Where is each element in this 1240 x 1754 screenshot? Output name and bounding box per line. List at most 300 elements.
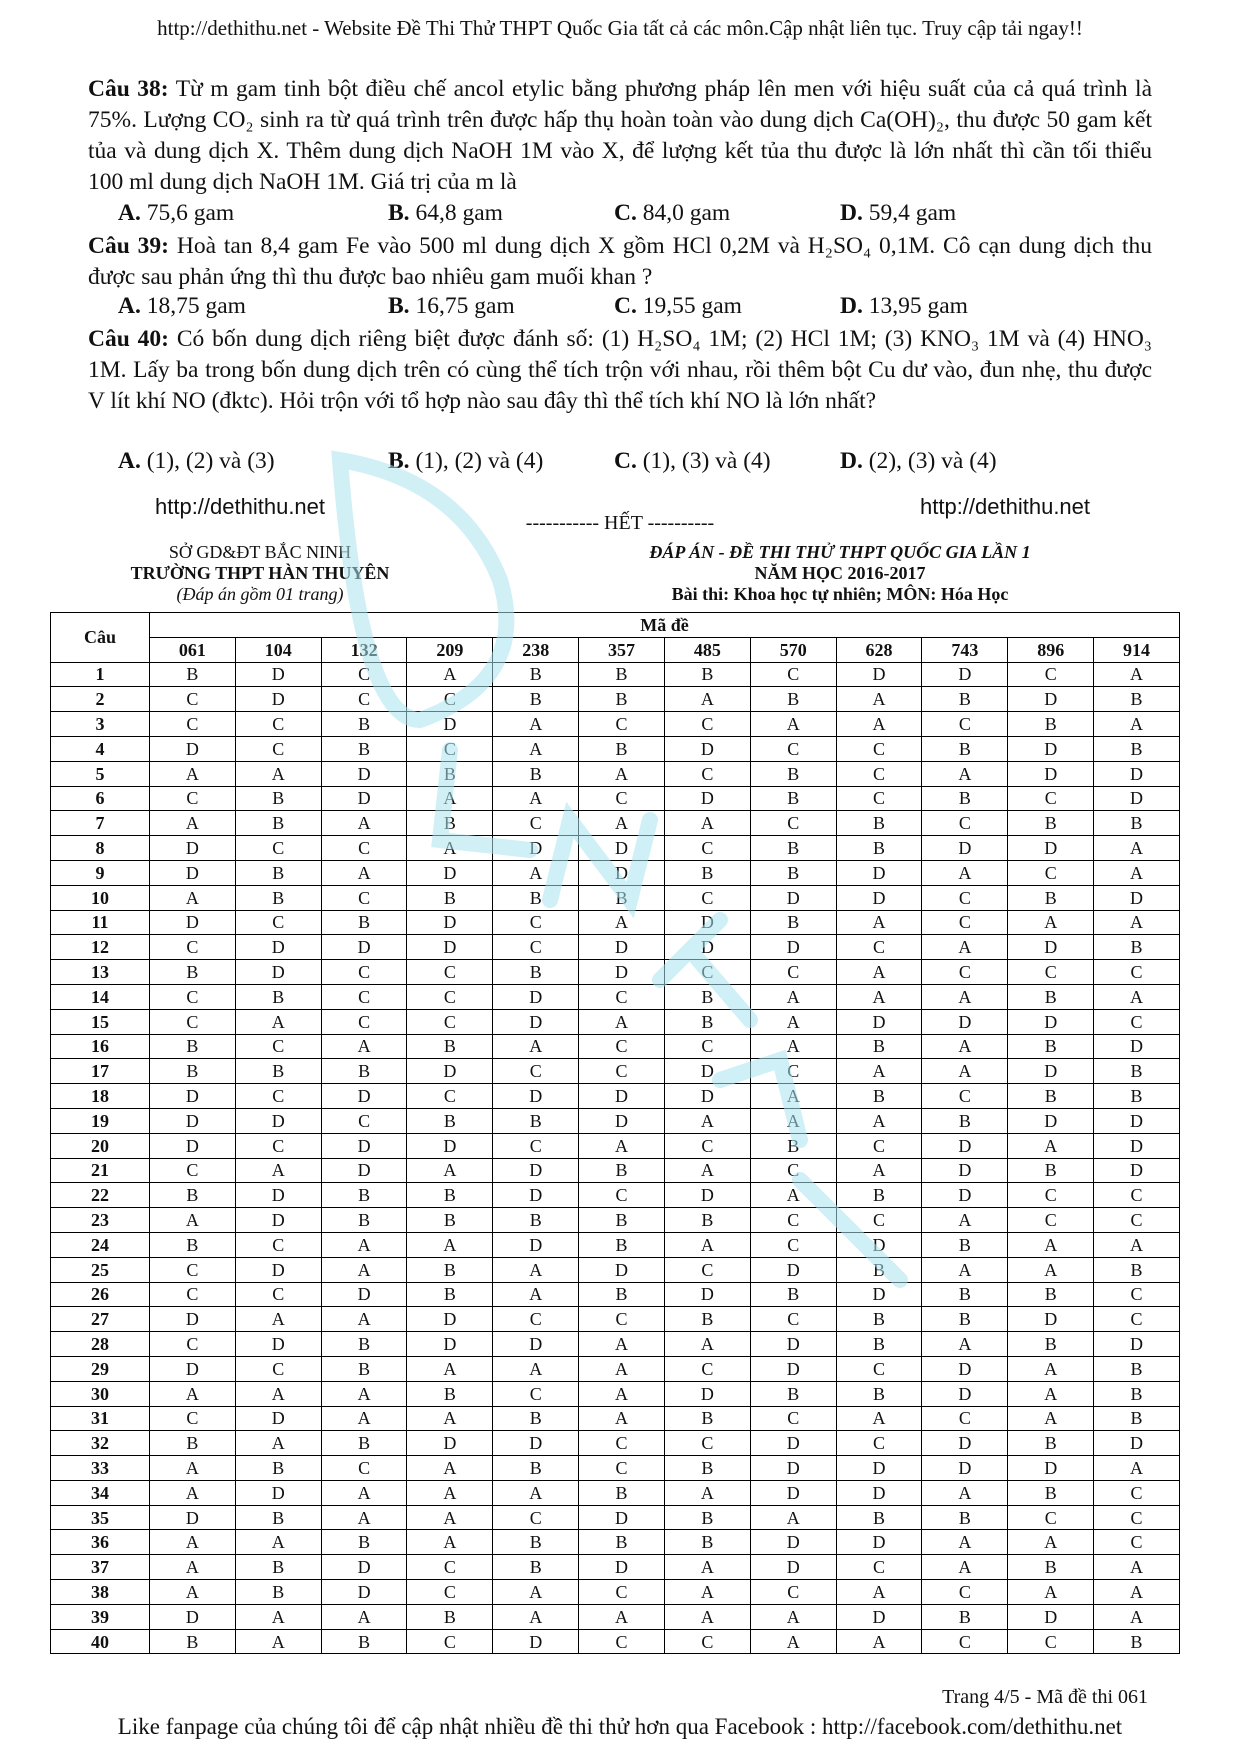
question-number: 36 (51, 1530, 150, 1555)
answer-cell: D (1008, 1009, 1094, 1034)
answer-cell: C (836, 1133, 922, 1158)
answer-cell: D (321, 1158, 407, 1183)
answer-cell: D (664, 1059, 750, 1084)
answer-cell: A (836, 1059, 922, 1084)
question-number: 4 (51, 736, 150, 761)
answer-cell: B (235, 885, 321, 910)
answer-cell: A (407, 1232, 493, 1257)
answer-cell: A (321, 1406, 407, 1431)
answer-cell: A (836, 687, 922, 712)
answer-cell: B (407, 811, 493, 836)
answer-cell: A (407, 836, 493, 861)
answer-cell: D (922, 1456, 1008, 1481)
answer-cell: C (750, 811, 836, 836)
table-row (51, 811, 1180, 836)
answer-cell: B (150, 1629, 236, 1654)
answer-cell: C (836, 786, 922, 811)
answer-cell: A (579, 811, 665, 836)
answer-cell: C (150, 1332, 236, 1357)
answer-cell: B (664, 1406, 750, 1431)
answer-cell: B (235, 984, 321, 1009)
answer-cell: C (579, 1059, 665, 1084)
answer-cell: D (664, 736, 750, 761)
answer-cell: A (493, 1580, 579, 1605)
question-number: 21 (51, 1158, 150, 1183)
answer-cell: B (1094, 1629, 1180, 1654)
answer-cell: D (1008, 836, 1094, 861)
answer-cell: A (493, 1282, 579, 1307)
option-a: A. 18,75 gam (118, 293, 246, 319)
answer-cell: C (579, 1629, 665, 1654)
answer-cell: B (407, 761, 493, 786)
code-header: 357 (579, 637, 665, 662)
answer-cell: A (579, 1381, 665, 1406)
answer-cell: C (235, 1133, 321, 1158)
answer-cell: A (922, 1257, 1008, 1282)
answer-cell: A (922, 1034, 1008, 1059)
answer-cell: A (750, 1505, 836, 1530)
answer-cell: C (321, 687, 407, 712)
answer-cell: C (1094, 1505, 1180, 1530)
answer-cell: A (750, 1629, 836, 1654)
code-header: 209 (407, 637, 493, 662)
answer-cell: C (579, 1431, 665, 1456)
answer-cell: B (836, 1034, 922, 1059)
answer-cell: B (579, 1208, 665, 1233)
table-row (51, 960, 1180, 985)
answer-cell: A (321, 1257, 407, 1282)
table-row (51, 1232, 1180, 1257)
answer-cell: B (321, 712, 407, 737)
answer-cell: B (1094, 736, 1180, 761)
options-40 (118, 448, 1158, 479)
answer-cell: D (493, 1084, 579, 1109)
answer-cell: D (235, 1208, 321, 1233)
answer-cell: A (836, 910, 922, 935)
answer-cell: B (407, 1604, 493, 1629)
answer-cell: C (579, 1307, 665, 1332)
answer-cell: A (235, 1381, 321, 1406)
answer-cell: B (1094, 1059, 1180, 1084)
header-right (560, 542, 1120, 605)
answer-cell: A (922, 984, 1008, 1009)
answer-cell: C (1094, 1208, 1180, 1233)
answer-cell: D (150, 1604, 236, 1629)
question-number: 11 (51, 910, 150, 935)
answer-cell: B (321, 1629, 407, 1654)
option-d: D. (2), (3) và (4) (840, 448, 997, 474)
answer-cell: B (836, 1084, 922, 1109)
answer-cell: D (922, 1431, 1008, 1456)
table-row (51, 935, 1180, 960)
question-number: 28 (51, 1332, 150, 1357)
answer-cell: D (407, 1307, 493, 1332)
answer-cell: A (321, 1480, 407, 1505)
answer-cell: A (407, 1158, 493, 1183)
answer-cell: B (579, 885, 665, 910)
answer-cell: D (150, 860, 236, 885)
answer-cell: B (664, 1208, 750, 1233)
answer-cell: B (1094, 1084, 1180, 1109)
answer-cell: C (150, 1257, 236, 1282)
question-number: 23 (51, 1208, 150, 1233)
answer-cell: C (579, 712, 665, 737)
school-name: TRƯỜNG THPT HÀN THUYÊN (130, 563, 390, 583)
question-number: 22 (51, 1183, 150, 1208)
code-header: 743 (922, 637, 1008, 662)
answer-cell: D (836, 860, 922, 885)
answer-cell: D (407, 910, 493, 935)
answer-cell: C (493, 1307, 579, 1332)
answer-cell: A (1094, 712, 1180, 737)
answer-cell: B (1008, 811, 1094, 836)
answer-cell: C (836, 1431, 922, 1456)
answer-cell: C (836, 736, 922, 761)
answer-cell: C (1008, 960, 1094, 985)
answer-cell: B (1094, 811, 1180, 836)
answer-cell: A (493, 736, 579, 761)
answer-cell: B (493, 1456, 579, 1481)
answer-cell: D (836, 1604, 922, 1629)
answer-cell: A (579, 1604, 665, 1629)
answer-cell: D (664, 1282, 750, 1307)
answer-cell: D (321, 1580, 407, 1605)
answer-cell: D (836, 1282, 922, 1307)
table-row (51, 736, 1180, 761)
options-39 (118, 293, 1158, 324)
answer-cell: D (836, 1480, 922, 1505)
answer-cell: B (321, 736, 407, 761)
answer-cell: A (750, 984, 836, 1009)
question-number: 39 (51, 1604, 150, 1629)
answer-cell: C (922, 1629, 1008, 1654)
answer-cell: C (836, 1555, 922, 1580)
answer-cell: B (836, 1381, 922, 1406)
answer-cell: A (750, 1034, 836, 1059)
answer-cell: B (836, 1332, 922, 1357)
answer-cell: C (407, 1555, 493, 1580)
answer-cell: A (1008, 1406, 1094, 1431)
answer-cell: B (407, 1257, 493, 1282)
answer-cell: C (407, 687, 493, 712)
answer-cell: A (150, 1456, 236, 1481)
answer-cell: A (664, 1604, 750, 1629)
question-40 (88, 324, 1152, 417)
col-header-code-group: Mã đề (150, 613, 1180, 638)
answer-cell: D (493, 984, 579, 1009)
answer-cell: D (235, 1480, 321, 1505)
answer-cell: B (922, 1282, 1008, 1307)
answer-cell: D (836, 1456, 922, 1481)
answer-cell: C (1094, 1282, 1180, 1307)
answer-cell: B (1008, 1034, 1094, 1059)
question-number: 24 (51, 1232, 150, 1257)
answer-cell: D (922, 1381, 1008, 1406)
answer-cell: D (493, 1332, 579, 1357)
answer-cell: A (407, 662, 493, 687)
table-row (51, 1555, 1180, 1580)
answer-cell: D (150, 1307, 236, 1332)
answer-cell: D (750, 1530, 836, 1555)
table-row (51, 1307, 1180, 1332)
answer-cell: C (493, 1505, 579, 1530)
answer-cell: A (407, 1530, 493, 1555)
answer-cell: A (493, 1356, 579, 1381)
answer-cell: C (150, 1282, 236, 1307)
answer-cell: D (321, 1282, 407, 1307)
answer-cell: D (150, 1505, 236, 1530)
answer-cell: B (836, 1505, 922, 1530)
answer-cell: C (1008, 1208, 1094, 1233)
answer-cell: C (235, 1232, 321, 1257)
answer-cell: C (922, 811, 1008, 836)
answer-cell: D (1094, 885, 1180, 910)
answer-cell: A (1094, 1555, 1180, 1580)
option-d: D. 13,95 gam (840, 293, 968, 319)
question-number: 15 (51, 1009, 150, 1034)
answer-table (50, 612, 1180, 1654)
site-link-left[interactable]: http://dethithu.net (155, 494, 326, 519)
answer-cell: A (664, 1555, 750, 1580)
answer-cell: C (579, 1580, 665, 1605)
answer-cell: D (407, 860, 493, 885)
answer-cell: C (1094, 960, 1180, 985)
answer-cell: A (235, 1629, 321, 1654)
answer-cell: C (664, 1356, 750, 1381)
question-number: 26 (51, 1282, 150, 1307)
answer-cell: A (150, 885, 236, 910)
answer-cell: B (750, 860, 836, 885)
answer-cell: B (407, 1381, 493, 1406)
answer-cell: B (321, 1059, 407, 1084)
code-header: 238 (493, 637, 579, 662)
answer-cell: A (1094, 836, 1180, 861)
answer-cell: A (836, 712, 922, 737)
answer-cell: C (150, 1406, 236, 1431)
answer-cell: B (922, 1232, 1008, 1257)
answer-cell: D (1008, 736, 1094, 761)
answer-cell: D (321, 1084, 407, 1109)
answer-cell: B (750, 910, 836, 935)
answer-cell: A (922, 1332, 1008, 1357)
table-row (51, 910, 1180, 935)
answer-cell: C (922, 1580, 1008, 1605)
answer-cell: A (750, 1604, 836, 1629)
answer-cell: D (1094, 1034, 1180, 1059)
answer-cell: A (579, 1009, 665, 1034)
answer-cell: D (493, 1158, 579, 1183)
options-38 (118, 200, 1158, 231)
question-text: Có bốn dung dịch riêng biệt được đánh số: (1) H₂SO₄ 1M; (2) HCl 1M; (3) KNO₃ 1M và (4) HNO₃ 1M. Lấy ba trong bốn dung dịch trên có cùng thể tích trộn với nhau, rồi thêm bột Cu dư vào, đun nhẹ, thu được V lít khí NO (đktc). Hỏi trộn với tổ hợp nào sau đây thì thể tích khí NO là lớn nhất? (88, 326, 1153, 414)
answer-cell: C (750, 960, 836, 985)
table-row (51, 1356, 1180, 1381)
answer-cell: D (235, 662, 321, 687)
table-row (51, 786, 1180, 811)
answer-cell: A (150, 1530, 236, 1555)
answer-cell: D (321, 1555, 407, 1580)
answer-cell: B (664, 1505, 750, 1530)
answer-cell: D (579, 1108, 665, 1133)
option-b: B. (1), (2) và (4) (388, 448, 544, 474)
answer-cell: B (1008, 1282, 1094, 1307)
question-number: 33 (51, 1456, 150, 1481)
answer-cell: A (493, 860, 579, 885)
answer-cell: A (1094, 984, 1180, 1009)
answer-cell: C (750, 1307, 836, 1332)
answer-cell: A (664, 687, 750, 712)
answer-cell: D (664, 786, 750, 811)
answer-cell: C (579, 786, 665, 811)
answer-cell: D (235, 1183, 321, 1208)
answer-cell: B (150, 1059, 236, 1084)
question-number: 30 (51, 1381, 150, 1406)
answer-cell: B (493, 885, 579, 910)
answer-cell: D (922, 1009, 1008, 1034)
answer-cell: A (836, 1406, 922, 1431)
answer-table-body (51, 662, 1180, 1654)
question-number: 35 (51, 1505, 150, 1530)
answer-cell: B (493, 1108, 579, 1133)
answer-cell: D (750, 1555, 836, 1580)
answer-cell: B (235, 1505, 321, 1530)
answer-cell: B (150, 662, 236, 687)
answer-cell: C (579, 1034, 665, 1059)
answer-cell: B (1008, 984, 1094, 1009)
answer-cell: B (750, 836, 836, 861)
answer-cell: D (321, 786, 407, 811)
question-text: Từ m gam tinh bột điều chế ancol etylic bằng phương pháp lên men với hiệu suất của cả quá trình là 75%. Lượng CO₂ sinh ra từ quá trình trên được hấp thụ hoàn toàn vào dung dịch Ca(OH)₂, thu được 50 gam kết tủa và dung dịch X. Thêm dung dịch NaOH 1M vào X, để lượng kết tủa thu được là lớn nhất thì cần tối thiểu 100 ml dung dịch NaOH 1M. Giá trị của m là (88, 76, 1152, 195)
answer-cell: B (1008, 1084, 1094, 1109)
answer-cell: B (493, 1530, 579, 1555)
answer-cell: C (664, 1034, 750, 1059)
answer-cell: C (579, 1456, 665, 1481)
answer-cell: B (493, 1208, 579, 1233)
answer-cell: D (1008, 1108, 1094, 1133)
table-row (51, 1133, 1180, 1158)
answer-cell: C (922, 960, 1008, 985)
answer-cell: C (321, 984, 407, 1009)
answer-cell: D (922, 1183, 1008, 1208)
answer-cell: A (407, 1456, 493, 1481)
answer-cell: D (1094, 1108, 1180, 1133)
answer-cell: A (836, 1629, 922, 1654)
table-row (51, 1084, 1180, 1109)
top-banner: http://dethithu.net - Website Đề Thi Thử THPT Quốc Gia tất cả các môn.Cập nhật liên tục. Truy cập tải ngay!! (157, 16, 1083, 40)
answer-cell: A (235, 1604, 321, 1629)
table-row (51, 1530, 1180, 1555)
answer-cell: C (664, 1629, 750, 1654)
answer-cell: C (150, 712, 236, 737)
answer-cell: A (150, 1208, 236, 1233)
answer-cell: D (750, 1431, 836, 1456)
answer-cell: C (150, 1158, 236, 1183)
table-row (51, 1257, 1180, 1282)
answer-cell: C (922, 712, 1008, 737)
answer-cell: C (407, 960, 493, 985)
answer-cell: D (1094, 761, 1180, 786)
question-number: 1 (51, 662, 150, 687)
answer-cell: C (150, 984, 236, 1009)
answer-cell: B (1094, 687, 1180, 712)
answer-cell: B (579, 736, 665, 761)
answer-cell: D (493, 1629, 579, 1654)
question-number: 40 (51, 1629, 150, 1654)
answer-cell: D (750, 1257, 836, 1282)
table-row (51, 1505, 1180, 1530)
answer-cell: D (235, 1406, 321, 1431)
table-row (51, 1629, 1180, 1654)
answer-cell: C (750, 736, 836, 761)
answer-cell: B (235, 786, 321, 811)
answer-cell: C (664, 761, 750, 786)
answer-cell: B (321, 1208, 407, 1233)
code-header: 485 (664, 637, 750, 662)
table-row (51, 1480, 1180, 1505)
table-row (51, 860, 1180, 885)
answer-cell: D (664, 935, 750, 960)
answer-cell: A (150, 1480, 236, 1505)
answer-cell: C (1094, 1183, 1180, 1208)
table-row (51, 1183, 1180, 1208)
answer-cell: D (579, 1257, 665, 1282)
answer-cell: D (579, 1505, 665, 1530)
code-header: 896 (1008, 637, 1094, 662)
answer-cell: A (1008, 1133, 1094, 1158)
answer-cell: C (407, 1084, 493, 1109)
answer-cell: D (493, 1431, 579, 1456)
answer-cell: B (1008, 1555, 1094, 1580)
answer-cell: D (579, 836, 665, 861)
answer-cell: C (150, 935, 236, 960)
answer-cell: D (493, 1009, 579, 1034)
site-link-right[interactable]: http://dethithu.net (920, 494, 1091, 519)
question-number: 20 (51, 1133, 150, 1158)
answer-cell: C (493, 811, 579, 836)
answer-cell: C (664, 885, 750, 910)
table-row (51, 1406, 1180, 1431)
answer-cell: C (407, 984, 493, 1009)
answer-cell: A (750, 1183, 836, 1208)
table-row (51, 1456, 1180, 1481)
answer-cell: B (150, 1232, 236, 1257)
answer-cell: D (235, 1257, 321, 1282)
col-header-question: Câu (51, 613, 150, 663)
option-b: B. 64,8 gam (388, 200, 503, 226)
answer-cell: A (235, 761, 321, 786)
answer-cell: D (235, 1332, 321, 1357)
answer-cell: D (321, 935, 407, 960)
question-number: 17 (51, 1059, 150, 1084)
answer-cell: D (664, 910, 750, 935)
exam-subject: Bài thi: Khoa học tự nhiên; MÔN: Hóa Học (671, 584, 1009, 604)
answer-cell: D (1094, 786, 1180, 811)
answer-cell: B (407, 1183, 493, 1208)
question-number: 13 (51, 960, 150, 985)
question-number: 2 (51, 687, 150, 712)
answer-cell: A (1008, 1257, 1094, 1282)
question-number: 7 (51, 811, 150, 836)
answer-cell: B (150, 1034, 236, 1059)
answer-cell: D (150, 910, 236, 935)
answer-cell: B (922, 786, 1008, 811)
answer-cell: D (1094, 1431, 1180, 1456)
question-38 (88, 74, 1152, 198)
answer-cell: C (579, 984, 665, 1009)
answer-cell: C (235, 1282, 321, 1307)
answer-cell: A (664, 1332, 750, 1357)
answer-cell: D (1094, 1158, 1180, 1183)
answer-cell: C (836, 935, 922, 960)
